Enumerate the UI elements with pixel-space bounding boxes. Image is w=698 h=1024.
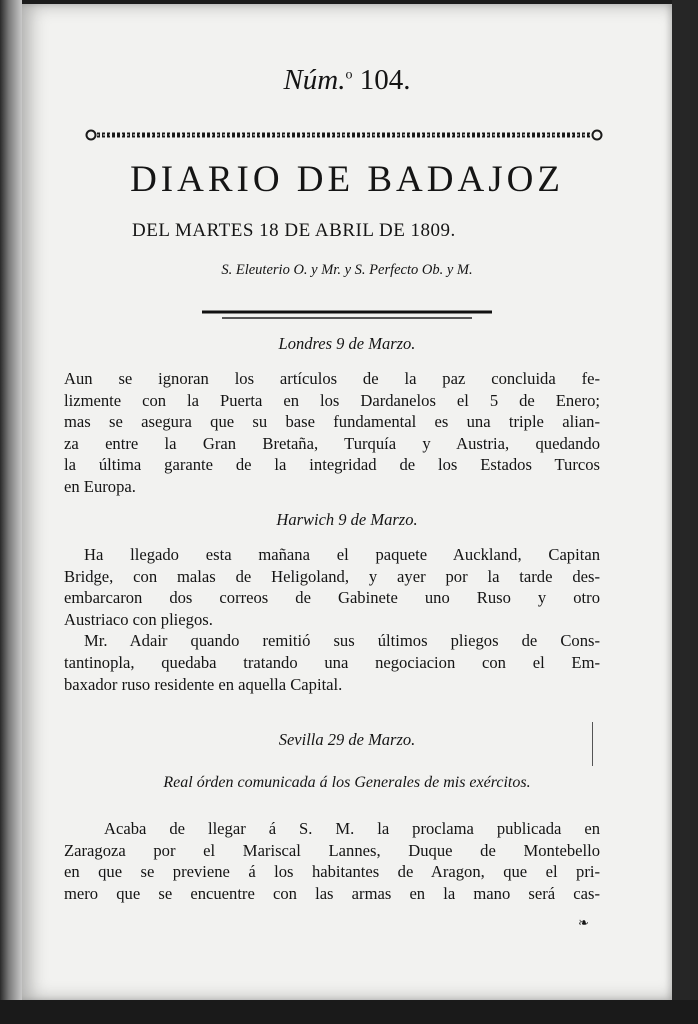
issue-superscript: o (345, 67, 353, 83)
text-line: Bridge, con malas de Heligoland, y ayer por la tarde des- (64, 566, 600, 586)
text-line: Acaba de llegar á S. M. la proclama publicada en (104, 819, 600, 838)
newspaper-page (22, 4, 672, 1000)
text-line: Austriaco con pliegos. (64, 609, 213, 629)
ornamental-border-icon (84, 128, 604, 142)
dateline: DEL MARTES 18 DE ABRIL DE 1809. (132, 220, 456, 241)
issue-value: 104. (359, 64, 411, 96)
section-body-londres (64, 368, 600, 498)
text-line: baxador ruso residente en aquella Capital. (64, 674, 343, 694)
bottom-edge-shadow (0, 1000, 698, 1024)
catchword: ❧ (578, 916, 589, 931)
section-body-harwich (64, 544, 600, 695)
book-spine-shadow (0, 0, 22, 1024)
saints-of-day: S. Eleuterio O. y Mr. y S. Perfecto Ob. y M. (221, 262, 473, 278)
issue-number (22, 64, 672, 97)
text-line: tantinopla, quedaba tratando una negociacion con el Em- (64, 652, 600, 672)
section-body-sevilla (64, 818, 600, 904)
text-line: Aun se ignoran los artículos de la paz concluida fe- (64, 369, 600, 388)
text-line: lizmente con la Puerta en los Dardanelos el 5 de Enero; (64, 390, 600, 410)
section-heading-harwich: Harwich 9 de Marzo. (276, 510, 418, 529)
section-subheading-real-orden: Real órden comunicada á los Generales de mis exércitos. (163, 774, 531, 791)
text-line: embarcaron dos correos de Gabinete uno Ruso y otro (64, 588, 600, 608)
masthead-title: DIARIO DE BADAJOZ (130, 159, 564, 200)
section-heading-sevilla: Sevilla 29 de Marzo. (278, 730, 416, 749)
text-line: la última garante de la integridad de los Estados Turcos (64, 455, 600, 475)
text-line: mas se asegura que su base fundamental es una triple alian- (64, 412, 600, 432)
text-line: Mr. Adair quando remitió sus últimos pliegos de Cons- (84, 631, 600, 651)
section-heading-londres: Londres 9 de Marzo. (278, 334, 416, 353)
text-line: mero que se encuentre con las armas en la mano será cas- (64, 883, 600, 903)
text-line: Zaragoza por el Mariscal Lannes, Duque de Montebello (64, 840, 600, 860)
text-line: en que se previene á los habitantes de Aragon, que el pri- (64, 862, 600, 882)
issue-prefix: Núm. (283, 64, 346, 96)
text-line: Ha llegado esta mañana el paquete Auckland, Capitan (84, 545, 600, 564)
page-edge-shadow (672, 0, 698, 1024)
text-line: en Europa. (64, 476, 136, 496)
divider-rule-icon (202, 308, 492, 322)
text-line: za entre la Gran Bretaña, Turquía y Austria, quedando (64, 433, 600, 453)
